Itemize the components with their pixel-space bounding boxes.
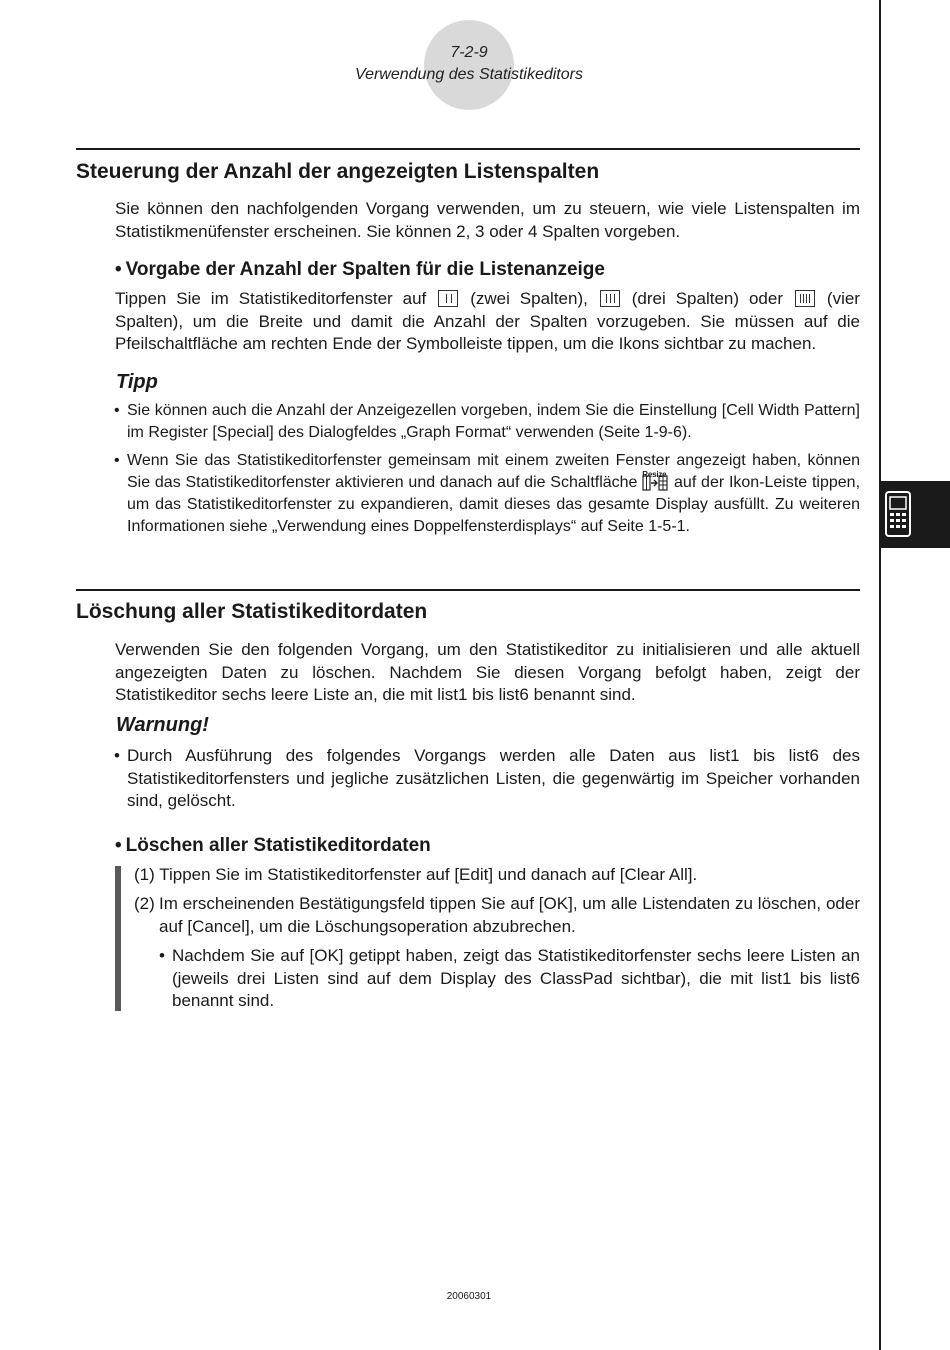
warning-heading: Warnung! <box>116 714 209 736</box>
tipp-text-part: Wenn Sie das Statistikeditorfenster gemeinsam mit einem zweiten Fenster angezeigt haben, können Sie das Statistikeditorfenster aktivieren und danach auf die Schaltfläche <box>127 452 860 491</box>
body-text: Tippen Sie im Statistikeditorfenster auf <box>115 289 427 308</box>
page-number-circle <box>424 20 514 110</box>
tipp-text-part: auf der Ikon-Leiste tippen, um das Statistikeditorfenster zu expandieren, damit dieses das gesamte Display ausfüllt. Zu weiteren Informationen siehe „Verwendung eines Doppelfensterdisplays“ auf Seite 1-5-1. <box>127 474 861 535</box>
body-paragraph <box>115 288 860 356</box>
bullet-icon: • <box>115 259 122 280</box>
step-bullet-text: Nachdem Sie auf [OK] getippt haben, zeigt das Statistikeditorfenster sechs leere Listen an (jeweils drei Listen sind auf dem Display des ClassPad sichtbar), die mit list1 bis list6 benannt sind. <box>172 946 860 1010</box>
tipp-text: Sie können auch die Anzahl der Anzeigezellen vorgeben, indem Sie die Einstellung [Cell Width Pattern] im Register [Special] des Dialogfeldes „Graph Format“ verwenden (Seite 1-9-6). <box>127 402 860 441</box>
body-text: (drei Spalten) oder <box>631 289 783 308</box>
bullet-icon: • <box>114 452 120 469</box>
section-title: Steuerung der Anzahl der angezeigten Listenspalten <box>76 160 600 183</box>
right-margin-rule <box>879 0 881 1350</box>
step-number: (2) <box>134 894 155 913</box>
resize-icon <box>642 472 669 492</box>
body-text: (zwei Spalten), <box>470 289 588 308</box>
two-columns-icon <box>438 290 458 307</box>
section-intro: Verwenden Sie den folgenden Vorgang, um den Statistikeditor zu initialisieren und alle aktuell angezeigten Daten zu löschen. Nachdem Sie diesen Vorgang befolgt haben, zeigt der Statistikeditor sechs leere Liste an, die mit list1 bis list6 benannt sind. <box>115 640 860 704</box>
tipp-heading: Tipp <box>116 371 158 393</box>
warning-text: Durch Ausführung des folgendes Vorgangs werden alle Daten aus list1 bis list6 des Statistikeditorfensters und jegliche zusätzlichen Listen, die gegenwärtig im Speicher vorhanden sind, gelöscht. <box>127 746 860 810</box>
page-subtitle: Verwendung des Statistikeditors <box>355 66 583 83</box>
three-columns-icon <box>600 290 620 307</box>
subsection-title-text: Löschen aller Statistikeditordaten <box>125 835 431 856</box>
calculator-icon <box>884 491 914 537</box>
section-divider <box>76 148 860 150</box>
footer-code: 20060301 <box>446 1291 492 1302</box>
bullet-icon: • <box>114 746 120 765</box>
bullet-icon: • <box>159 946 165 965</box>
page-number: 7-2-9 <box>450 44 488 61</box>
step-number: (1) <box>134 865 155 884</box>
subsection-title <box>115 259 605 281</box>
resize-label: Resize <box>642 470 667 479</box>
tipp-text <box>127 450 860 538</box>
body-text: (vier Spalten), um die Breite und damit die Anzahl der Spalten vorzugeben. Sie müssen auf die Pfeilschaltfläche am rechten Ende der Symbolleiste tippen, um die Ikons sichtbar zu machen. <box>115 289 860 353</box>
section-divider <box>76 589 860 591</box>
step-1 <box>134 864 860 887</box>
subsection-title-text: Vorgabe der Anzahl der Spalten für die Listenanzeige <box>125 259 605 280</box>
section-title: Löschung aller Statistikeditordaten <box>76 600 428 623</box>
four-columns-icon <box>795 290 815 307</box>
subsection-title <box>115 835 431 857</box>
chapter-tab <box>881 481 950 548</box>
procedure-bar <box>115 866 121 1011</box>
bullet-icon: • <box>115 835 122 856</box>
bullet-icon: • <box>114 402 120 419</box>
step-text: Im erscheinenden Bestätigungsfeld tippen Sie auf [OK], um alle Listendaten zu löschen, oder auf [Cancel], um die Löschungsoperation abzubrechen. <box>159 894 860 936</box>
section-intro: Sie können den nachfolgenden Vorgang verwenden, um zu steuern, wie viele Listenspalten im Statistikmenüfenster erscheinen. Sie können 2, 3 oder 4 Spalten vorgeben. <box>115 199 860 241</box>
step-text: Tippen Sie im Statistikeditorfenster auf [Edit] und danach auf [Clear All]. <box>159 865 698 884</box>
